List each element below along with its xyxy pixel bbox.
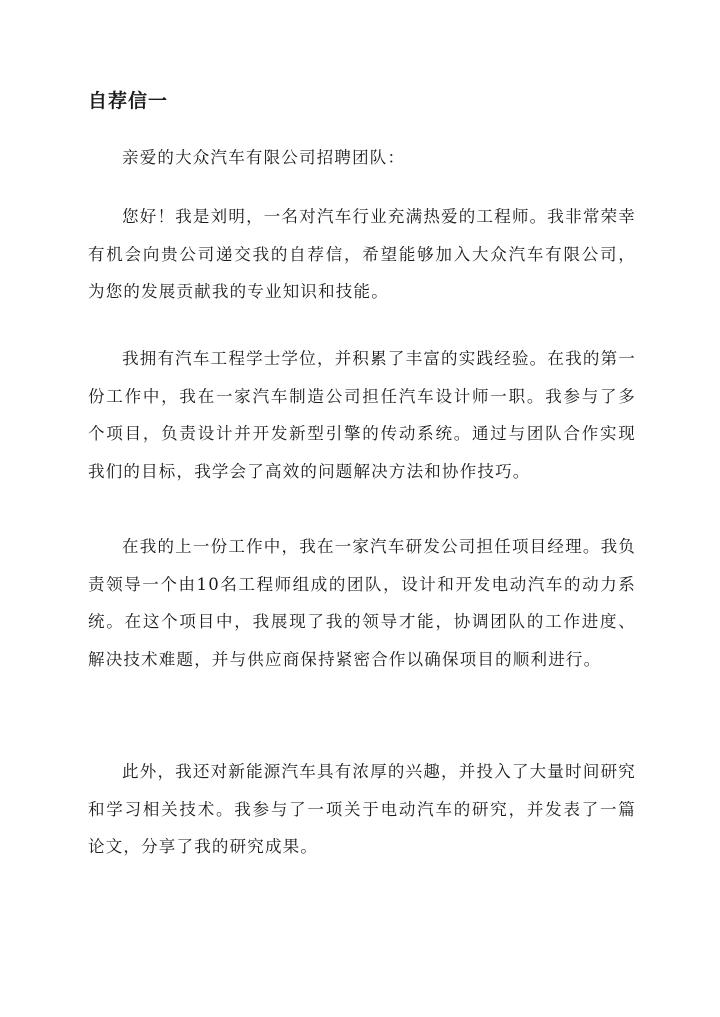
document-title: 自荐信一: [88, 90, 169, 112]
paragraph-project-manager: 在我的上一份工作中，我在一家汽车研发公司担任项目经理。我负责领导一个由10名工程师组成的团队，设计和开发电动汽车的动力系统。在这个项目中，我展现了我的领导才能，协调团队的工作进度、解决技术难题，并与供应商保持紧密合作以确保项目的顺利进行。: [88, 537, 636, 669]
paragraph-education-experience: 我拥有汽车工程学士学位，并积累了丰富的实践经验。在我的第一份工作中，我在一家汽车制造公司担任汽车设计师一职。我参与了多个项目，负责设计并开发新型引擎的传动系统。通过与团队合作实现我们的目标，我学会了高效的问题解决方法和协作技巧。: [88, 349, 636, 481]
salutation: 亲爱的大众汽车有限公司招聘团队：: [122, 148, 406, 167]
paragraph-introduction: 您好！我是刘明，一名对汽车行业充满热爱的工程师。我非常荣幸有机会向贵公司递交我的自荐信，希望能够加入大众汽车有限公司，为您的发展贡献我的专业知识和技能。: [88, 207, 636, 302]
paragraph-research-interest: 此外，我还对新能源汽车具有浓厚的兴趣，并投入了大量时间研究和学习相关技术。我参与了一项关于电动汽车的研究，并发表了一篇论文，分享了我的研究成果。: [88, 762, 636, 857]
